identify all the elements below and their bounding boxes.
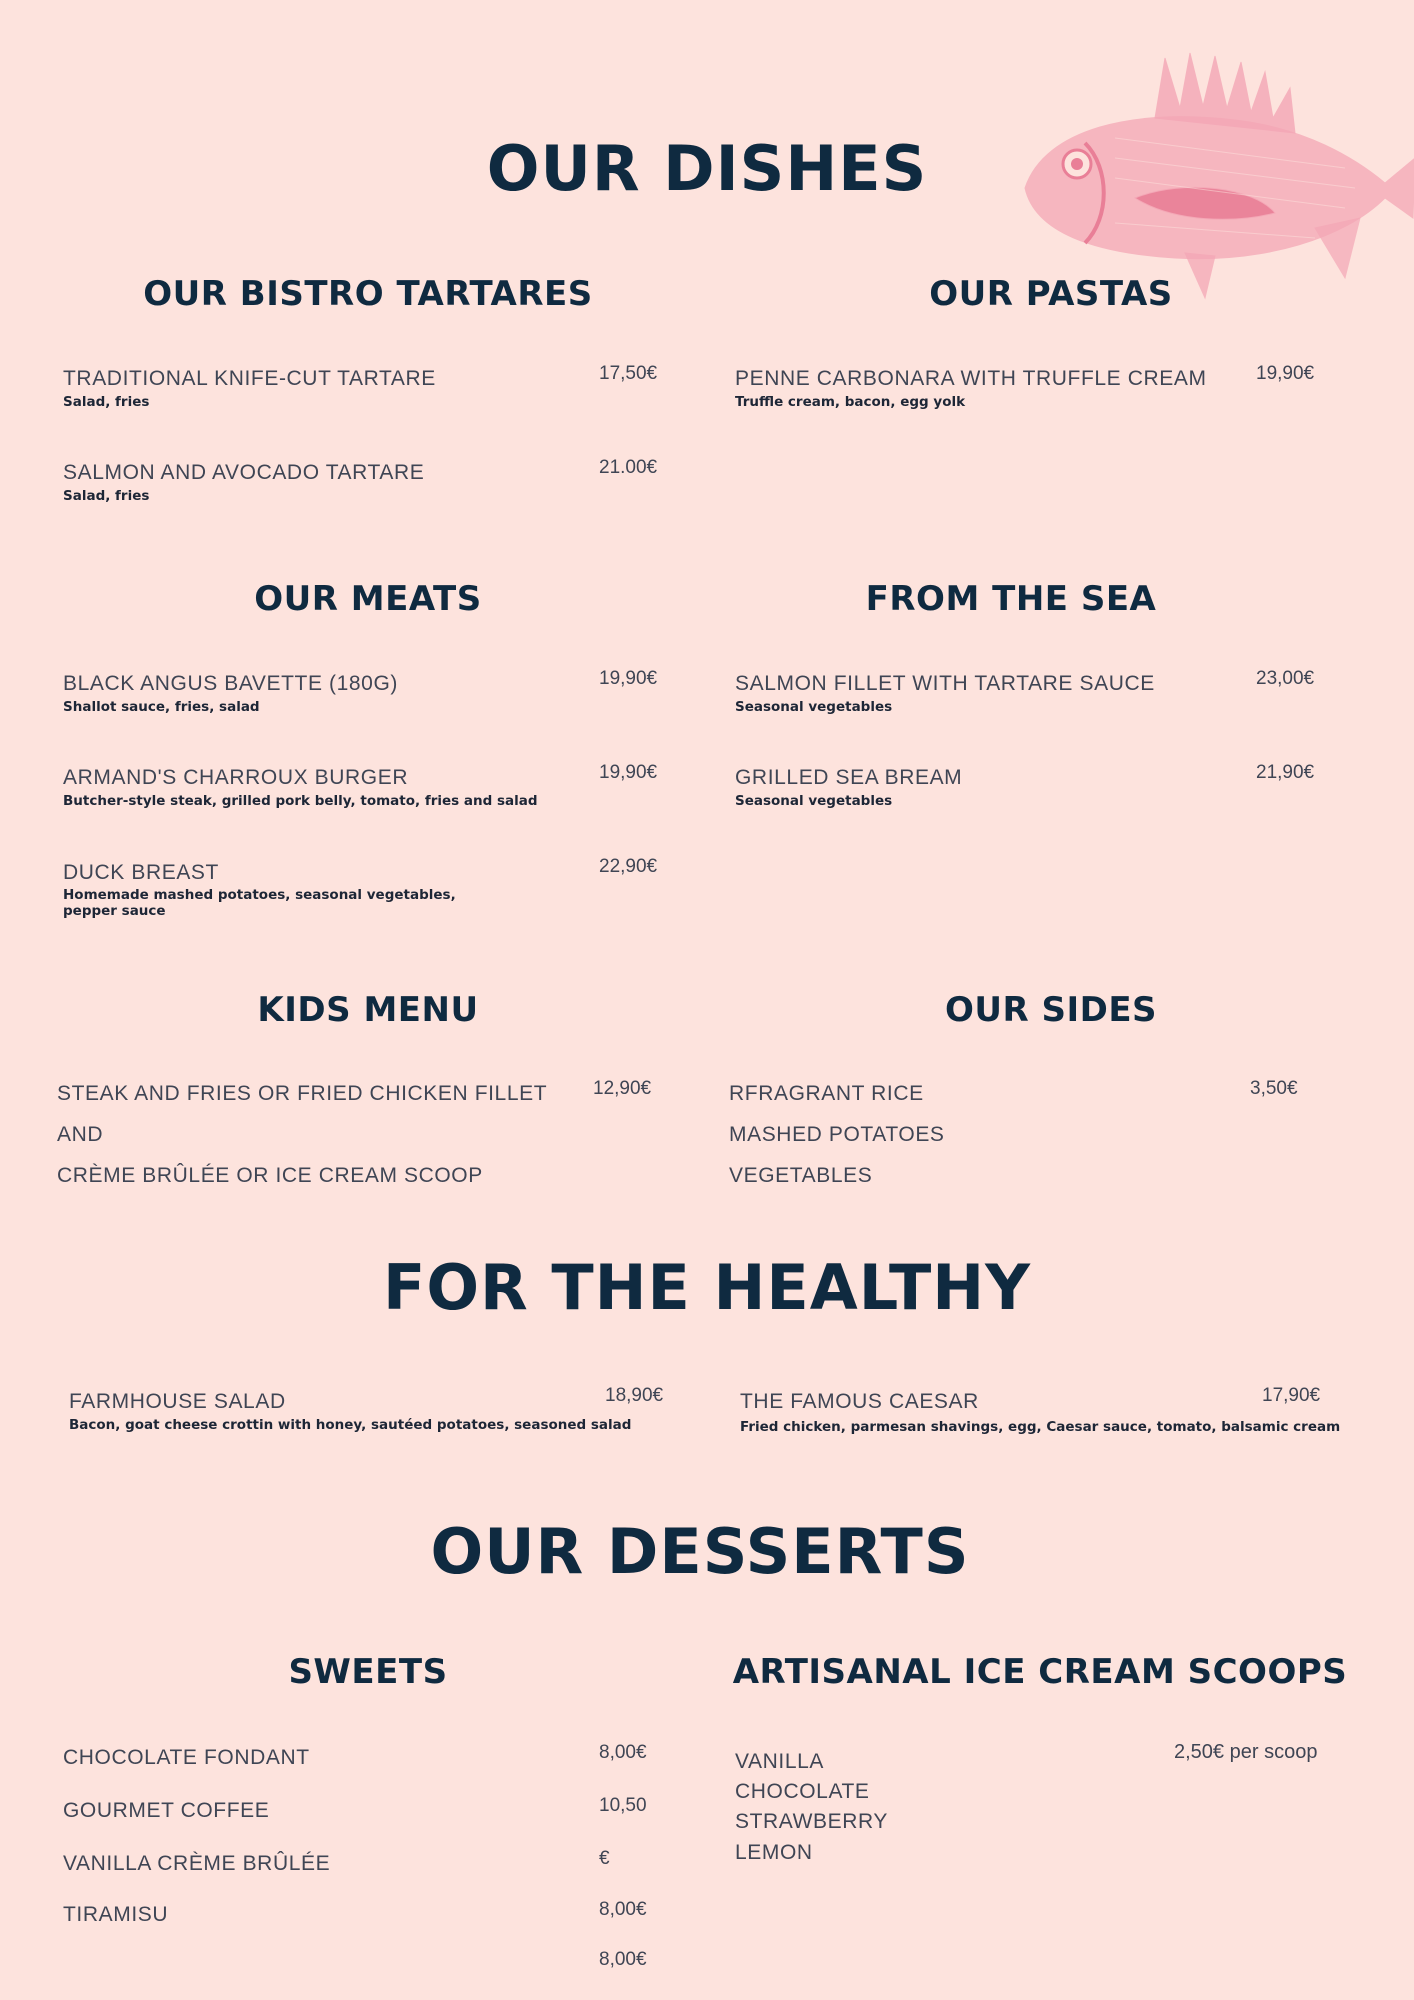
heading-pastas: OUR PASTAS — [929, 274, 1173, 314]
pasta-1-price: 19,90€ — [1256, 363, 1315, 384]
flavor-4: LEMON — [735, 1841, 813, 1864]
meat-3-name: DUCK BREAST — [63, 861, 219, 884]
meat-3-desc-line1: Homemade mashed potatoes, seasonal vegetables, — [63, 887, 456, 903]
healthy-1-price: 18,90€ — [605, 1385, 664, 1406]
side-1-name: RFRAGRANT RICE — [729, 1082, 924, 1105]
sweet-price-3: € — [599, 1848, 610, 1869]
meat-1-name: BLACK ANGUS BAVETTE (180G) — [63, 672, 398, 695]
title-for-the-healthy: FOR THE HEALTHY — [382, 1251, 1032, 1324]
meat-3-desc-line2: pepper sauce — [63, 903, 166, 919]
sea-2-price: 21,90€ — [1256, 762, 1315, 783]
sea-1-name: SALMON FILLET WITH TARTARE SAUCE — [735, 672, 1155, 695]
flavor-2: CHOCOLATE — [735, 1780, 870, 1803]
side-3-name: VEGETABLES — [729, 1164, 873, 1187]
kids-line-1: STEAK AND FRIES OR FRIED CHICKEN FILLET — [57, 1082, 548, 1105]
sea-1-price: 23,00€ — [1256, 668, 1315, 689]
sweet-2-name: GOURMET COFFEE — [63, 1799, 270, 1822]
healthy-2-desc: Fried chicken, parmesan shavings, egg, Caesar sauce, tomato, balsamic cream — [740, 1419, 1341, 1435]
tartare-1-price: 17,50€ — [599, 363, 658, 384]
meat-3-price: 22,90€ — [599, 856, 658, 877]
heading-sweets: SWEETS — [288, 1652, 448, 1692]
meat-2-name: ARMAND'S CHARROUX BURGER — [63, 766, 409, 789]
pasta-1-name: PENNE CARBONARA WITH TRUFFLE CREAM — [735, 367, 1207, 390]
healthy-2-name: THE FAMOUS CAESAR — [740, 1390, 979, 1413]
meat-2-desc: Butcher-style steak, grilled pork belly, tomato, fries and salad — [63, 793, 538, 809]
sides-price: 3,50€ — [1250, 1078, 1298, 1099]
meat-1-price: 19,90€ — [599, 668, 658, 689]
heading-from-the-sea: FROM THE SEA — [865, 579, 1157, 619]
tartare-2-name: SALMON AND AVOCADO TARTARE — [63, 461, 425, 484]
sweet-price-4: 8,00€ — [599, 1899, 647, 1920]
sea-1-desc: Seasonal vegetables — [735, 699, 893, 715]
healthy-1-name: FARMHOUSE SALAD — [69, 1390, 286, 1413]
sweet-price-1: 8,00€ — [599, 1742, 647, 1763]
kids-line-3: CRÈME BRÛLÉE OR ICE CREAM SCOOP — [57, 1164, 483, 1187]
tartare-1-desc: Salad, fries — [63, 394, 150, 410]
healthy-2-price: 17,90€ — [1262, 1385, 1321, 1406]
heading-bistro-tartares: OUR BISTRO TARTARES — [143, 274, 593, 314]
tartare-2-price: 21.00€ — [599, 457, 658, 478]
sweet-4-name: TIRAMISU — [63, 1903, 169, 1926]
healthy-1-desc: Bacon, goat cheese crottin with honey, sautéed potatoes, seasoned salad — [69, 1417, 632, 1433]
heading-our-sides: OUR SIDES — [944, 990, 1158, 1030]
meat-1-desc: Shallot sauce, fries, salad — [63, 699, 260, 715]
heading-kids-menu: KIDS MENU — [257, 990, 479, 1030]
sweet-price-2: 10,50 — [599, 1795, 647, 1816]
meat-2-price: 19,90€ — [599, 762, 658, 783]
sea-2-desc: Seasonal vegetables — [735, 793, 893, 809]
heading-meats: OUR MEATS — [254, 579, 482, 619]
tartare-1-name: TRADITIONAL KNIFE-CUT TARTARE — [63, 367, 436, 390]
tartare-2-desc: Salad, fries — [63, 488, 150, 504]
flavor-3: STRAWBERRY — [735, 1810, 889, 1833]
kids-price: 12,90€ — [593, 1078, 652, 1099]
flavor-1: VANILLA — [735, 1750, 825, 1773]
sea-2-name: GRILLED SEA BREAM — [735, 766, 963, 789]
side-2-name: MASHED POTATOES — [729, 1123, 945, 1146]
kids-line-2: AND — [57, 1123, 104, 1146]
heading-ice-cream-scoops: ARTISANAL ICE CREAM SCOOPS — [732, 1652, 1348, 1692]
icecream-price: 2,50€ per scoop — [1174, 1741, 1318, 1763]
title-our-dishes: OUR DISHES — [486, 132, 928, 205]
sweet-3-name: VANILLA CRÈME BRÛLÉE — [63, 1852, 331, 1875]
title-our-desserts: OUR DESSERTS — [430, 1515, 970, 1588]
sweet-1-name: CHOCOLATE FONDANT — [63, 1746, 310, 1769]
sweet-price-5: 8,00€ — [599, 1949, 647, 1970]
pasta-1-desc: Truffle cream, bacon, egg yolk — [735, 394, 966, 410]
